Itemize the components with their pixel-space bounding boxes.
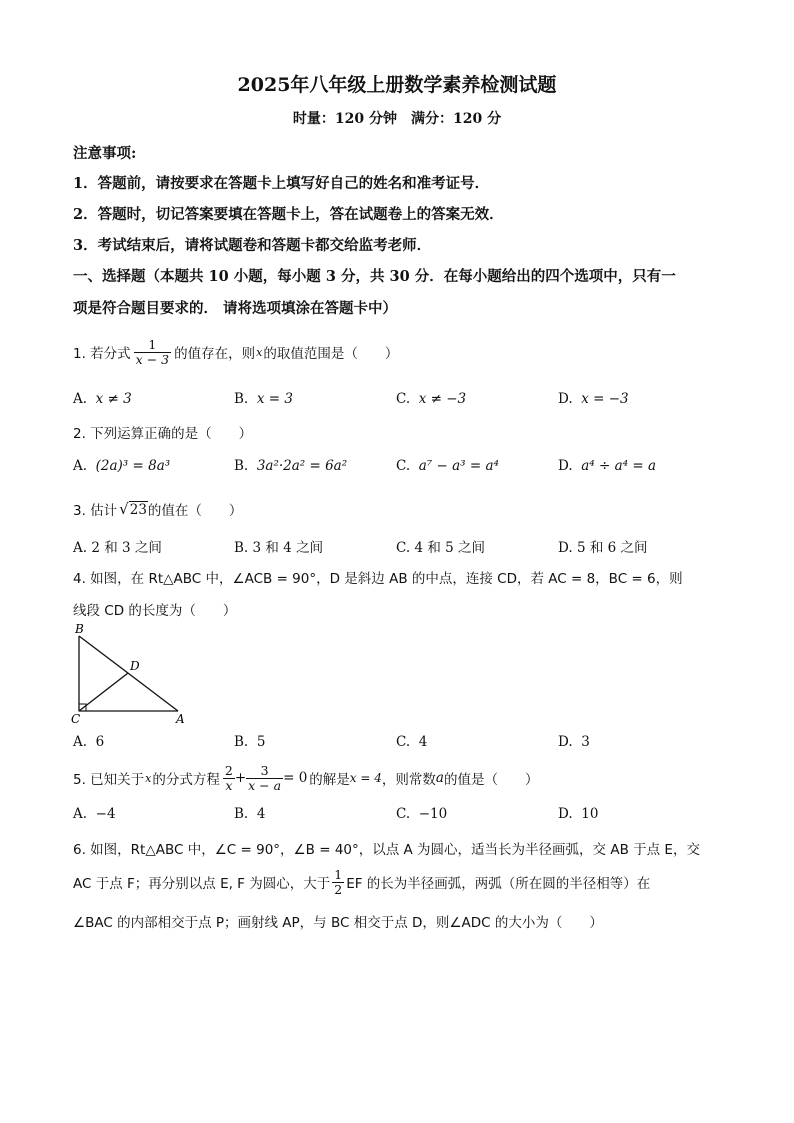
option-text: −4 [95,806,116,822]
option-label: D. [558,734,573,750]
q3-prefix: 3. 估计 [73,503,118,519]
question-4-line1: 4. 如图，在 Rt△ABC 中，∠ACB = 90°，D 是斜边 AB 的中点，连接 CD，若 AC = 8，BC = 6，则 [73,571,683,587]
q5-option-b[interactable] [234,806,265,822]
option-text: x = 3 [256,391,293,407]
option-label: B. [234,458,249,474]
option-label: B. [234,391,249,407]
exam-meta: 时量：120 分钟 满分：120 分 [292,111,502,127]
option-label: D. [558,806,573,822]
question-2-stem: 2. 下列运算正确的是（ ） [73,426,253,442]
option-label: C. [396,734,411,750]
option-text: 2 和 3 之间 [91,540,162,556]
q5-const: a [435,770,444,786]
q6-line2-b: EF 的长为半径画弧，两弧（所在圆的半径相等）在 [346,876,651,892]
triangle-figure [68,620,198,726]
option-text: 4 [418,734,428,750]
q2-option-b[interactable] [234,458,347,474]
note-item: 2．答题时，切记答案要填在答题卡上，答在试题卷上的答案无效． [73,206,504,223]
q1-mid: 的值存在，则 [174,346,256,362]
label-d: D [130,659,140,673]
q4-option-c[interactable] [396,734,427,750]
option-text: (2a)³ = 8a³ [95,458,171,474]
question-6-line1: 6. 如图，Rt△ABC 中，∠C = 90°，∠B = 40°，以点 A 为圆心，适当长为半径画弧，交 AB 于点 E，交 [73,842,700,858]
question-6-line2 [73,862,650,902]
label-b: B [75,622,84,636]
label-a: A [176,712,185,726]
q6-line2-a: AC 于点 F；再分别以点 E, F 为圆心，大于 [73,876,331,892]
q5-var: x [145,771,152,785]
q1-option-c[interactable] [396,391,466,407]
q5-fraction-1 [223,764,235,793]
option-label: C. [396,806,411,822]
q5-mid3: ，则常数 [381,772,436,788]
option-text: x = −3 [581,391,629,407]
question-6-line3: ∠BAC 的内部相交于点 P；画射线 AP，与 BC 相交于点 D，则∠ADC 的大小为（ ） [73,915,603,931]
option-text: 6 [95,734,105,750]
q5-f2-den: x − a [248,777,282,793]
q2-option-d[interactable] [558,458,656,474]
q5-solution: x = 4 [349,771,382,785]
q1-prefix: 1. 若分式 [73,346,131,362]
option-label: B. [234,540,249,556]
q3-suffix: 的值在（ ） [147,503,243,519]
option-text: 3 和 4 之间 [252,540,324,556]
option-label: A. [73,391,88,407]
q1-frac-den: x − 3 [135,351,170,367]
q6-half-fraction [332,868,344,897]
option-label: B. [234,806,249,822]
option-text: x ≠ −3 [418,391,467,407]
page-title: 2025年八年级上册数学素养检测试题 [237,74,557,96]
q1-option-b[interactable] [234,391,293,407]
option-text: 3 [581,734,590,750]
option-text: 5 [256,734,266,750]
q5-plus: + [234,770,247,786]
option-text: x ≠ 3 [95,391,132,407]
option-label: D. [558,540,573,556]
option-label: A. [73,458,88,474]
q5-option-d[interactable] [558,806,598,822]
option-text: a⁴ ÷ a⁴ = a [581,458,656,474]
option-label: B. [234,734,249,750]
q6-half-den: 2 [334,881,343,897]
q5-f2-num: 3 [246,764,283,779]
label-c: C [71,712,81,726]
q1-option-a[interactable] [73,391,132,407]
option-text: 4 和 5 之间 [414,540,485,556]
option-text: 10 [581,806,599,822]
q2-option-c[interactable] [396,458,499,474]
option-label: A. [73,806,88,822]
q2-option-a[interactable] [73,458,170,474]
q1-option-d[interactable] [558,391,629,407]
section-heading-line2: 项是符合题目要求的． 请将选项填涂在答题卡中） [73,300,398,317]
q3-option-c[interactable] [396,536,485,556]
q3-option-b[interactable] [234,536,323,556]
section-heading-line1: 一、选择题（本题共 10 小题，每小题 3 分，共 30 分．在每小题给出的四个选项中，只有一 [73,268,676,285]
q5-eq: = 0 [283,770,308,786]
option-text: −10 [418,806,448,822]
option-label: C. [396,391,411,407]
notes-heading: 注意事项: [73,145,137,162]
q3-radicand: 23 [129,501,147,518]
q5-mid2: 的解是 [309,772,350,788]
q4-option-a[interactable] [73,734,104,750]
option-label: A. [73,734,88,750]
q3-option-a[interactable] [73,536,162,556]
q5-fraction-2 [246,764,283,793]
q5-option-c[interactable] [396,806,447,822]
question-1-stem [73,330,398,374]
q1-frac-num: 1 [134,338,171,353]
q6-half-num: 1 [334,866,343,882]
option-label: A. [73,540,88,556]
option-text: 5 和 6 之间 [576,540,648,556]
option-label: D. [558,391,573,407]
option-label: C. [396,458,411,474]
q4-option-b[interactable] [234,734,265,750]
question-4-line2: 线段 CD 的长度为（ ） [73,603,237,619]
question-3-stem [73,499,242,519]
q5-f1-den: x [225,777,233,793]
q4-option-d[interactable] [558,734,590,750]
q5-mid: 的分式方程 [152,772,220,788]
q3-option-d[interactable] [558,536,648,556]
q1-var: x [256,345,263,359]
question-5-stem [73,758,538,798]
option-label: D. [558,458,573,474]
sqrt-symbol: √ [119,500,129,518]
note-item: 1．答题前，请按要求在答题卡上填写好自己的姓名和准考证号． [73,175,490,192]
option-text: 4 [256,806,266,822]
q5-option-a[interactable] [73,806,116,822]
q5-suffix: 的值是（ ） [443,772,539,788]
option-label: C. [396,540,411,556]
q5-prefix: 5. 已知关于 [73,772,145,788]
q1-suffix: 的取值范围是（ ） [263,346,399,362]
option-text: 3a²·2a² = 6a² [256,458,348,474]
q5-f1-num: 2 [224,762,233,778]
note-item: 3．考试结束后，请将试题卷和答题卡都交给监考老师． [73,237,432,254]
option-text: a⁷ − a³ = a⁴ [418,458,499,474]
q1-fraction [134,338,171,367]
